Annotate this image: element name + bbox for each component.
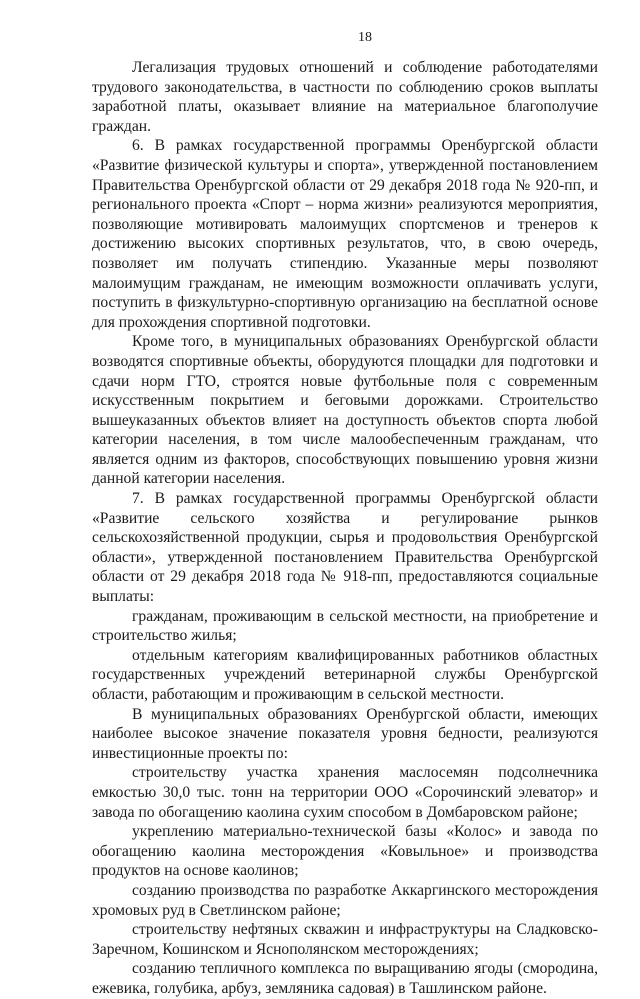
- paragraph-investment-intro: В муниципальных образованиях Оренбургской области, имеющих наиболее высокое значение показателя уровня бедности, реализуются инвестиционные проекты по:: [92, 705, 598, 762]
- paragraph-chrome-ore: созданию производства по разработке Аккаргинского месторождения хромовых руд в Светлинском районе;: [92, 881, 598, 919]
- paragraph-kolos-kaolin: укреплению материально-технической базы «Колос» и завода по обогащению каолина месторождения «Ковыльное» и производства продуктов на основе каолинов;: [92, 823, 598, 880]
- paragraph-legalization: Легализация трудовых отношений и соблюдение работодателями трудового законодательства, в частности по соблюдению сроков выплаты заработной платы, оказывает влияние на материальное благополучие граждан.: [92, 59, 598, 135]
- paragraph-elevator-kaolin: строительству участка хранения маслосемян подсолнечника емкостью 30,0 тыс. тонн на территории ООО «Сорочинский элеватор» и завода по обогащению каолина сухим способом в Домбаровском районе;: [92, 764, 598, 821]
- paragraph-sport-program: 6. В рамках государственной программы Оренбургской области «Развитие физической культуры и спорта», утвержденной постановлением Правительства Оренбургской области от 29 декабря 2018 года № 920-пп, и регионального проекта «Спорт – норма жизни» реализуются мероприятия, позволяющие мотивировать малоимущих спортсменов и тренеров к достижению высоких спортивных результатов, что, в свою очередь, позволяет им получать стипендию. Указанные меры позволяют малоимущим гражданам, не имеющим возможности оплачивать услуги, поступить в физкультурно-спортивную организацию на бесплатной основе для прохождения спортивной подготовки.: [92, 137, 598, 331]
- paragraph-greenhouse: созданию тепличного комплекса по выращиванию ягоды (смородина, ежевика, голубика, арбуз, земляника садовая) в Ташлинском районе.: [92, 960, 598, 997]
- paragraph-oil-wells: строительству нефтяных скважин и инфраструктуры на Сладковско-Заречном, Кошинском и Яснополянском месторождениях;: [92, 921, 598, 958]
- paragraph-rural-housing: гражданам, проживающим в сельской местности, на приобретение и строительство жилья;: [92, 607, 598, 645]
- page-number: 18: [358, 30, 372, 45]
- document-body: [92, 58, 598, 999]
- paragraph-sport-facilities: Кроме того, в муниципальных образованиях Оренбургской области возводятся спортивные объекты, оборудуются площадки для подготовки и сдачи норм ГТО, строятся новые футбольные поля с современным искусственным покрытием и беговыми дорожками. Строительство вышеуказанных объектов влияет на доступность объектов спорта любой категории населения, в том числе малообеспеченным гражданам, что является одним из факторов, способствующих повышению уровня жизни данной категории населения.: [92, 333, 598, 488]
- paragraph-veterinary-workers: отдельным категориям квалифицированных работников областных государственных учреждений ветеринарной службы Оренбургской области, работающим и проживающим в сельской местности.: [92, 646, 598, 703]
- paragraph-agriculture-program: 7. В рамках государственной программы Оренбургской области «Развитие сельского хозяйства и регулирование рынков сельскохозяйственной продукции, сырья и продовольствия Оренбургской области», утвержденной постановлением Правительства Оренбургской области от 29 декабря 2018 года № 918-пп, предоставляются социальные выплаты:: [92, 490, 598, 606]
